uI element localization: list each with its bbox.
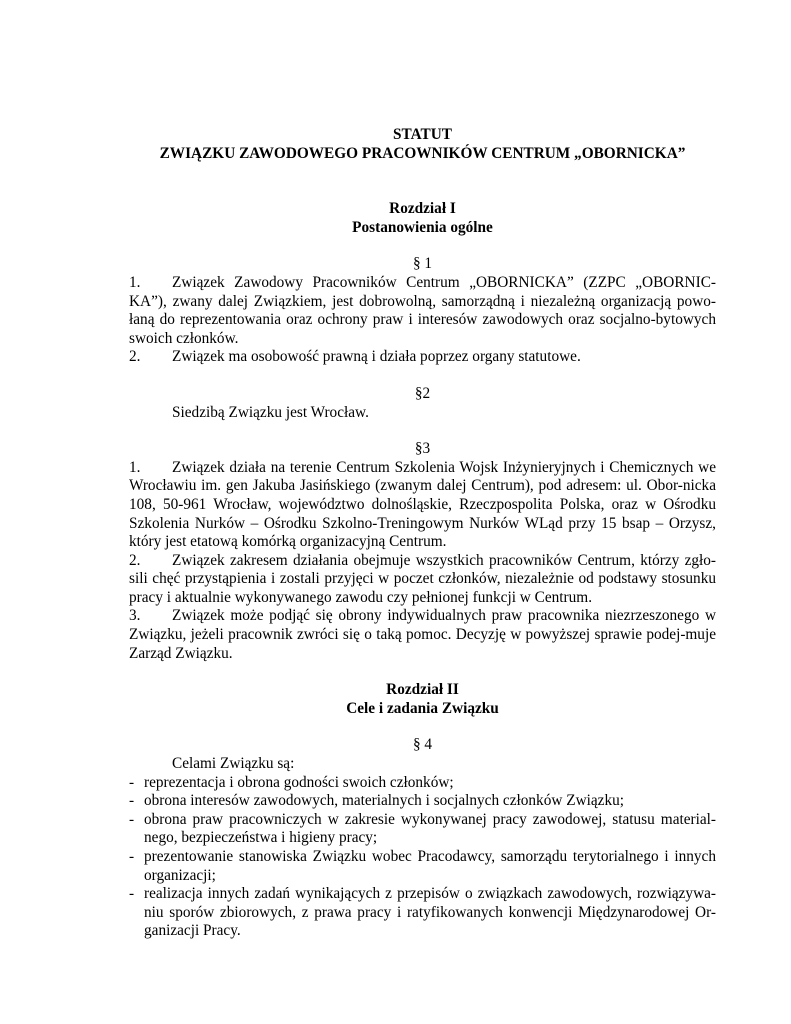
- list-item-text: prezentowanie stanowiska Związku wobec Pracodawcy, samorządu terytorialnego i innych organizacji;: [144, 848, 716, 884]
- paragraph-text: Związek zakresem działania obejmuje wszystkich pracowników Centrum, którzy zgło-sili chęć przystąpienia i zostali przyjęci w poczet członków, niezależnie od podstawy stosunku pracy i aktualnie wykonywanego zawodu czy pełnionej funkcji w Centrum.: [129, 551, 716, 606]
- list-item-text: reprezentacja i obrona godności swoich członków;: [144, 773, 454, 791]
- list-item: [129, 848, 716, 885]
- doc-subtitle: ZWIĄZKU ZAWODOWEGO PRACOWNIKÓW CENTRUM „OBORNICKA”: [159, 144, 686, 162]
- paragraph-number: 1.: [129, 273, 141, 291]
- chapter-1-title: Postanowienia ogólne: [352, 218, 493, 236]
- section-2-mark: §2: [414, 384, 431, 402]
- list-item-text: obrona praw pracowniczych w zakresie wykonywanej pracy zawodowej, statusu material-nego, bezpieczeństwa i higieny pracy;: [144, 810, 716, 847]
- paragraph-text: Związek działa na terenie Centrum Szkolenia Wojsk Inżynieryjnych i Chemicznych we Wrocławiu im. gen Jakuba Jasińskiego (zwanym dalej Centrum), pod adresem: ul. Obor-nicka 108, 50-961 Wrocław, województwo dolnośląskie, Rzeczpospolita Polska, oraz w Ośrodku Szkolenia Nurków – Ośrodku Szkolno-Treningowym Nurków WLąd przy 15 bsap – Orzysz, który jest etatową komórką organizacyjną Centrum.: [129, 458, 716, 551]
- paragraph-text: Związek Zawodowy Pracowników Centrum „OBORNICKA” (ZZPC „OBORNIC-KA”), zwany dalej Związkiem, jest dobrowolną, samorządną i niezależną organizacją powo-łaną do reprezentowania oraz ochrony praw i interesów zawodowych oraz socjalno-bytowych swoich członków.: [129, 273, 716, 347]
- list-item-text: obrona interesów zawodowych, materialnych i socjalnych członków Związku;: [144, 792, 624, 810]
- list-item: [129, 774, 716, 793]
- list-item: [129, 885, 716, 941]
- list-dash: -: [129, 885, 135, 903]
- section-3-paragraph-3: [129, 607, 716, 663]
- section-1-paragraph-1: [129, 274, 716, 348]
- list-item: [129, 792, 716, 811]
- section-4-intro: [129, 755, 716, 774]
- list-dash: -: [129, 792, 135, 810]
- list-item: [129, 811, 716, 848]
- paragraph-number: 2.: [129, 348, 141, 366]
- paragraph-number: 1.: [129, 458, 141, 476]
- paragraph-text: Związek może podjąć się obrony indywidualnych praw pracownika niezrzeszonego w Związku, jeżeli pracownik zwróci się o taką pomoc. Decyzję w powyższej sprawie podej-muje Zarząd Związku.: [129, 607, 716, 662]
- section-2-paragraph: [129, 404, 716, 423]
- section-1-mark: § 1: [412, 255, 433, 273]
- chapter-2-heading: Rozdział II: [386, 681, 459, 699]
- section-3-paragraph-1: [129, 459, 716, 552]
- goals-list: [129, 774, 716, 941]
- list-dash: -: [129, 773, 135, 791]
- document-page: [129, 126, 716, 941]
- chapter-1-heading: Rozdział I: [389, 200, 456, 218]
- section-1-paragraph-2: [129, 348, 716, 367]
- list-dash: -: [129, 848, 135, 865]
- paragraph-text: Celami Związku są:: [172, 755, 295, 773]
- section-4-mark: § 4: [412, 736, 433, 754]
- section-3-paragraph-2: [129, 552, 716, 608]
- paragraph-text: Siedzibą Związku jest Wrocław.: [172, 403, 369, 421]
- section-3-mark: §3: [414, 440, 431, 458]
- chapter-2-title: Cele i zadania Związku: [346, 699, 499, 717]
- list-dash: -: [129, 810, 135, 828]
- list-item-text: realizacja innych zadań wynikających z przepisów o związkach zawodowych, rozwiązywa-niu sporów zbiorowych, z prawa pracy i ratyfikowanych konwencji Międzynarodowej Or-ganizacji Pracy.: [144, 885, 716, 940]
- paragraph-number: 3.: [129, 607, 141, 625]
- paragraph-text: Związek ma osobowość prawną i działa poprzez organy statutowe.: [172, 348, 581, 366]
- paragraph-number: 2.: [129, 551, 141, 569]
- doc-title: STATUT: [393, 126, 452, 143]
